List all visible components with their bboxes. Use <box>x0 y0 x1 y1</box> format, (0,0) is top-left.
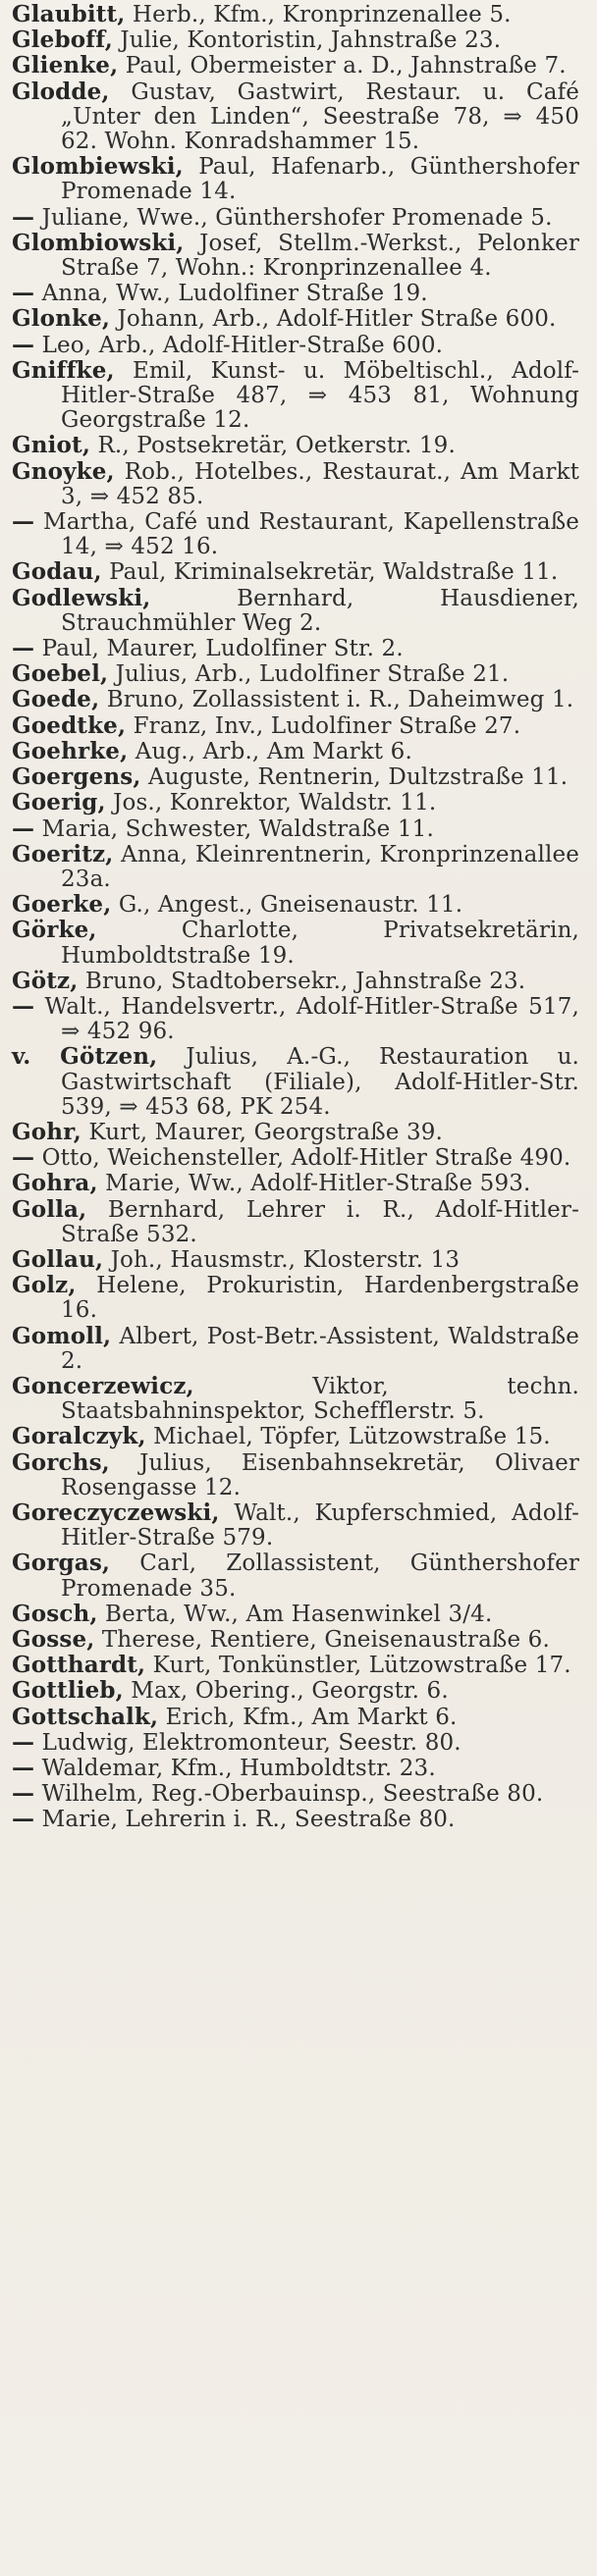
entry-surname: Glaubitt, <box>12 1 126 27</box>
entry-surname: — <box>12 1144 35 1172</box>
directory-entry <box>12 636 579 661</box>
directory-entry <box>12 1374 579 1424</box>
entry-surname: Gohra, <box>12 1170 98 1197</box>
directory-entry <box>12 205 579 231</box>
entry-details: G., Angest., Gneisenaustr. 11. <box>111 892 463 919</box>
entry-details: Michael, Töpfer, Lützowstraße 15. <box>145 1424 551 1450</box>
entry-surname: Glombiowski, <box>12 229 185 256</box>
entry-surname: Godau, <box>12 558 102 586</box>
entry-surname: — <box>12 635 35 662</box>
entry-surname: Goerke, <box>12 891 112 919</box>
entry-details: Marie, Ww., Adolf-Hitler-Straße 593. <box>97 1171 531 1197</box>
entry-details: Anna, Ww., Ludolfiner Straße 19. <box>34 281 428 307</box>
entry-surname: Gleboff, <box>12 26 113 54</box>
entry-details: Martha, Café und Restaurant, Kapellenstraße 14, ⇒ 452 16. <box>34 509 579 560</box>
directory-entry <box>12 1044 579 1120</box>
entry-surname: Golla, <box>12 1195 87 1223</box>
entry-surname: Glombiewski, <box>12 153 184 181</box>
directory-entry <box>12 586 579 636</box>
entry-surname: — <box>12 203 35 231</box>
entry-details: Erich, Kfm., Am Markt 6. <box>158 1704 458 1730</box>
entry-details: Walt., Kupferschmied, Adolf-Hitler-Straße 579. <box>61 1499 579 1551</box>
entry-surname: Golz, <box>12 1272 77 1299</box>
entry-details: Carl, Zollassistent, Günthershofer Promenade 35. <box>61 1551 579 1602</box>
entry-details: Berta, Ww., Am Hasenwinkel 3/4. <box>97 1601 493 1627</box>
entry-details: Paul, Kriminalsekretär, Waldstraße 11. <box>101 559 559 586</box>
entry-details: Albert, Post-Betr.-Assistent, Waldstraße 2. <box>61 1323 579 1374</box>
directory-entry <box>12 509 579 559</box>
entry-details: Viktor, techn. Staatsbahninspektor, Schefflerstr. 5. <box>61 1373 579 1425</box>
entry-surname: Glonke, <box>12 305 111 333</box>
entry-details: Bruno, Stadtobersekr., Jahnstraße 23. <box>78 968 526 994</box>
entry-details: Otto, Weichensteller, Adolf-Hitler Straße 490. <box>34 1145 571 1172</box>
directory-entry <box>12 816 579 842</box>
directory-entry <box>12 687 579 712</box>
entry-details: Julie, Kontoristin, Jahnstraße 23. <box>112 27 502 54</box>
directory-entry <box>12 994 579 1044</box>
entry-details: Joh., Hausmstr., Klosterstr. 13 <box>103 1246 461 1273</box>
entry-surname: — <box>12 508 35 536</box>
entry-surname: Goedtke, <box>12 711 127 739</box>
entry-details: Paul, Hafenarb., Günthershofer Promenade 14. <box>61 154 579 205</box>
directory-entry <box>12 1807 579 1832</box>
entry-surname: Gosse, <box>12 1626 95 1653</box>
entry-surname: — <box>12 1780 35 1808</box>
directory-entry <box>12 1705 579 1730</box>
entry-surname: Gollau, <box>12 1245 104 1273</box>
entry-surname: Gniot, <box>12 432 90 459</box>
entry-surname: Gniffke, <box>12 356 115 384</box>
entry-surname: Gosch, <box>12 1600 98 1627</box>
directory-entry <box>12 842 579 892</box>
entry-details: Auguste, Rentnerin, Dultzstraße 11. <box>140 764 569 791</box>
directory-entry <box>12 53 579 79</box>
entry-surname: Goreczyczewski, <box>12 1498 220 1526</box>
entry-surname: Goebel, <box>12 660 109 688</box>
entry-surname: — <box>12 1806 35 1833</box>
entry-details: Therese, Rentiere, Gneisenaustraße 6. <box>94 1627 550 1653</box>
entry-details: Waldemar, Kfm., Humboldtstr. 23. <box>34 1756 436 1782</box>
directory-entry <box>12 1450 579 1500</box>
entry-surname: Goncerzewicz, <box>12 1372 194 1399</box>
entry-surname: Goralczyk, <box>12 1423 146 1450</box>
directory-entry <box>12 1120 579 1145</box>
directory-entry <box>12 306 579 332</box>
directory-entry <box>12 1627 579 1653</box>
entry-details: Aug., Arb., Am Markt 6. <box>128 738 412 764</box>
entry-details: Gustav, Gastwirt, Restaur. u. Café „Unter den Linden“, Seestraße 78, ⇒ 450 62. Wohn. Konradshammer 15. <box>61 79 579 155</box>
entry-details: Herb., Kfm., Kronprinzenallee 5. <box>125 2 512 27</box>
directory-entry <box>12 154 579 204</box>
entry-surname: Glienke, <box>12 52 119 79</box>
entry-details: Kurt, Tonkünstler, Lützowstraße 17. <box>145 1653 571 1679</box>
entry-surname: Görke, <box>12 917 97 944</box>
entry-details: Kurt, Maurer, Georgstraße 39. <box>81 1119 444 1145</box>
directory-entry <box>12 739 579 764</box>
entry-details: R., Postsekretär, Oetkerstr. 19. <box>89 433 456 459</box>
entry-surname: — <box>12 1755 35 1782</box>
entry-surname: Gomoll, <box>12 1322 112 1349</box>
entry-surname: — <box>12 1728 35 1756</box>
entry-details: Rob., Hotelbes., Restaurat., Am Markt 3, ⇒ 452 85. <box>61 458 579 509</box>
entry-surname: Goede, <box>12 686 100 713</box>
directory-entry <box>12 1424 579 1449</box>
entry-surname: v. Götzen, <box>12 1043 158 1071</box>
directory-entry <box>12 1653 579 1678</box>
directory-entry <box>12 459 579 509</box>
directory-entry <box>12 1602 579 1627</box>
entry-details: Bernhard, Lehrer i. R., Adolf-Hitler-Straße 532. <box>61 1196 579 1247</box>
entry-surname: Goehrke, <box>12 737 129 764</box>
entry-surname: Götz, <box>12 967 79 994</box>
directory-entry <box>12 764 579 790</box>
entry-details: Max, Obering., Georgstr. 6. <box>123 1678 449 1705</box>
directory-entry <box>12 790 579 815</box>
directory-entry <box>12 1781 579 1807</box>
directory-entry <box>12 713 579 739</box>
entry-details: Ludwig, Elektromonteur, Seestr. 80. <box>34 1729 461 1756</box>
directory-entry <box>12 1171 579 1196</box>
directory-entry <box>12 918 579 968</box>
directory-entry <box>12 2 579 27</box>
entry-details: Bernhard, Hausdiener, Strauchmühler Weg 2. <box>61 585 579 636</box>
directory-entry <box>12 358 579 434</box>
directory-entry <box>12 27 579 53</box>
directory-entry <box>12 559 579 585</box>
directory-entry <box>12 1247 579 1273</box>
address-directory-list <box>12 2 579 1833</box>
entry-details: Josef, Stellm.-Werkst., Pelonker Straße 7, Wohn.: Kronprinzenallee 4. <box>61 230 579 282</box>
directory-entry <box>12 1678 579 1704</box>
entry-surname: Gnoyke, <box>12 457 115 485</box>
directory-entry <box>12 1756 579 1781</box>
directory-entry <box>12 1197 579 1247</box>
directory-entry <box>12 433 579 458</box>
entry-details: Johann, Arb., Adolf-Hitler Straße 600. <box>110 306 557 333</box>
directory-entry <box>12 333 579 358</box>
entry-surname: Godlewski, <box>12 584 151 611</box>
entry-details: Leo, Arb., Adolf-Hitler-Straße 600. <box>34 332 444 358</box>
entry-surname: Gottschalk, <box>12 1703 159 1730</box>
directory-entry <box>12 1273 579 1323</box>
directory-entry <box>12 1145 579 1171</box>
directory-entry <box>12 281 579 306</box>
entry-surname: Goergens, <box>12 763 141 791</box>
directory-entry <box>12 79 579 155</box>
entry-details: Juliane, Wwe., Günthershofer Promenade 5. <box>34 204 553 231</box>
entry-surname: Gorgas, <box>12 1550 111 1577</box>
entry-details: Emil, Kunst- u. Möbeltischl., Adolf-Hitler-Straße 487, ⇒ 453 81, Wohnung Georgstraße 12. <box>61 357 579 434</box>
entry-surname: Gorchs, <box>12 1448 110 1476</box>
directory-entry <box>12 231 579 281</box>
directory-entry <box>12 969 579 994</box>
entry-details: Anna, Kleinrentnerin, Kronprinzenallee 23a. <box>61 841 579 892</box>
directory-entry <box>12 1551 579 1601</box>
entry-surname: — <box>12 280 35 307</box>
entry-surname: Goeritz, <box>12 840 114 867</box>
entry-details: Julius, Eisenbahnsekretär, Olivaer Rosengasse 12. <box>61 1449 579 1500</box>
entry-details: Bruno, Zollassistent i. R., Daheimweg 1. <box>99 687 574 713</box>
entry-surname: Gohr, <box>12 1118 81 1145</box>
entry-details: Jos., Konrektor, Waldstr. 11. <box>105 790 437 816</box>
entry-details: Paul, Maurer, Ludolfiner Str. 2. <box>34 636 404 662</box>
entry-surname: — <box>12 992 35 1020</box>
entry-details: Marie, Lehrerin i. R., Seestraße 80. <box>34 1807 456 1833</box>
entry-details: Julius, Arb., Ludolfiner Straße 21. <box>108 661 510 688</box>
entry-surname: Goerig, <box>12 789 106 816</box>
directory-entry <box>12 1500 579 1551</box>
directory-entry <box>12 661 579 687</box>
directory-entry <box>12 1730 579 1756</box>
entry-surname: — <box>12 331 35 358</box>
directory-entry <box>12 1324 579 1374</box>
entry-surname: Gottlieb, <box>12 1677 124 1705</box>
entry-details: Walt., Handelsvertr., Adolf-Hitler-Straße 517, ⇒ 452 96. <box>34 993 579 1045</box>
entry-surname: — <box>12 815 35 842</box>
entry-details: Paul, Obermeister a. D., Jahnstraße 7. <box>118 53 567 79</box>
entry-details: Maria, Schwester, Waldstraße 11. <box>34 815 434 842</box>
entry-details: Helene, Prokuristin, Hardenbergstraße 16. <box>61 1273 579 1324</box>
entry-surname: Glodde, <box>12 78 110 105</box>
entry-surname: Gotthardt, <box>12 1652 146 1679</box>
entry-details: Wilhelm, Reg.-Oberbauinsp., Seestraße 80. <box>34 1781 544 1808</box>
directory-entry <box>12 892 579 918</box>
entry-details: Franz, Inv., Ludolfiner Straße 27. <box>126 712 521 739</box>
entry-details: Julius, A.-G., Restauration u. Gastwirtschaft (Filiale), Adolf-Hitler-Str. 539, ⇒ 453 68, PK 254. <box>61 1044 579 1120</box>
entry-details: Charlotte, Privatsekretärin, Humboldtstraße 19. <box>61 918 579 969</box>
